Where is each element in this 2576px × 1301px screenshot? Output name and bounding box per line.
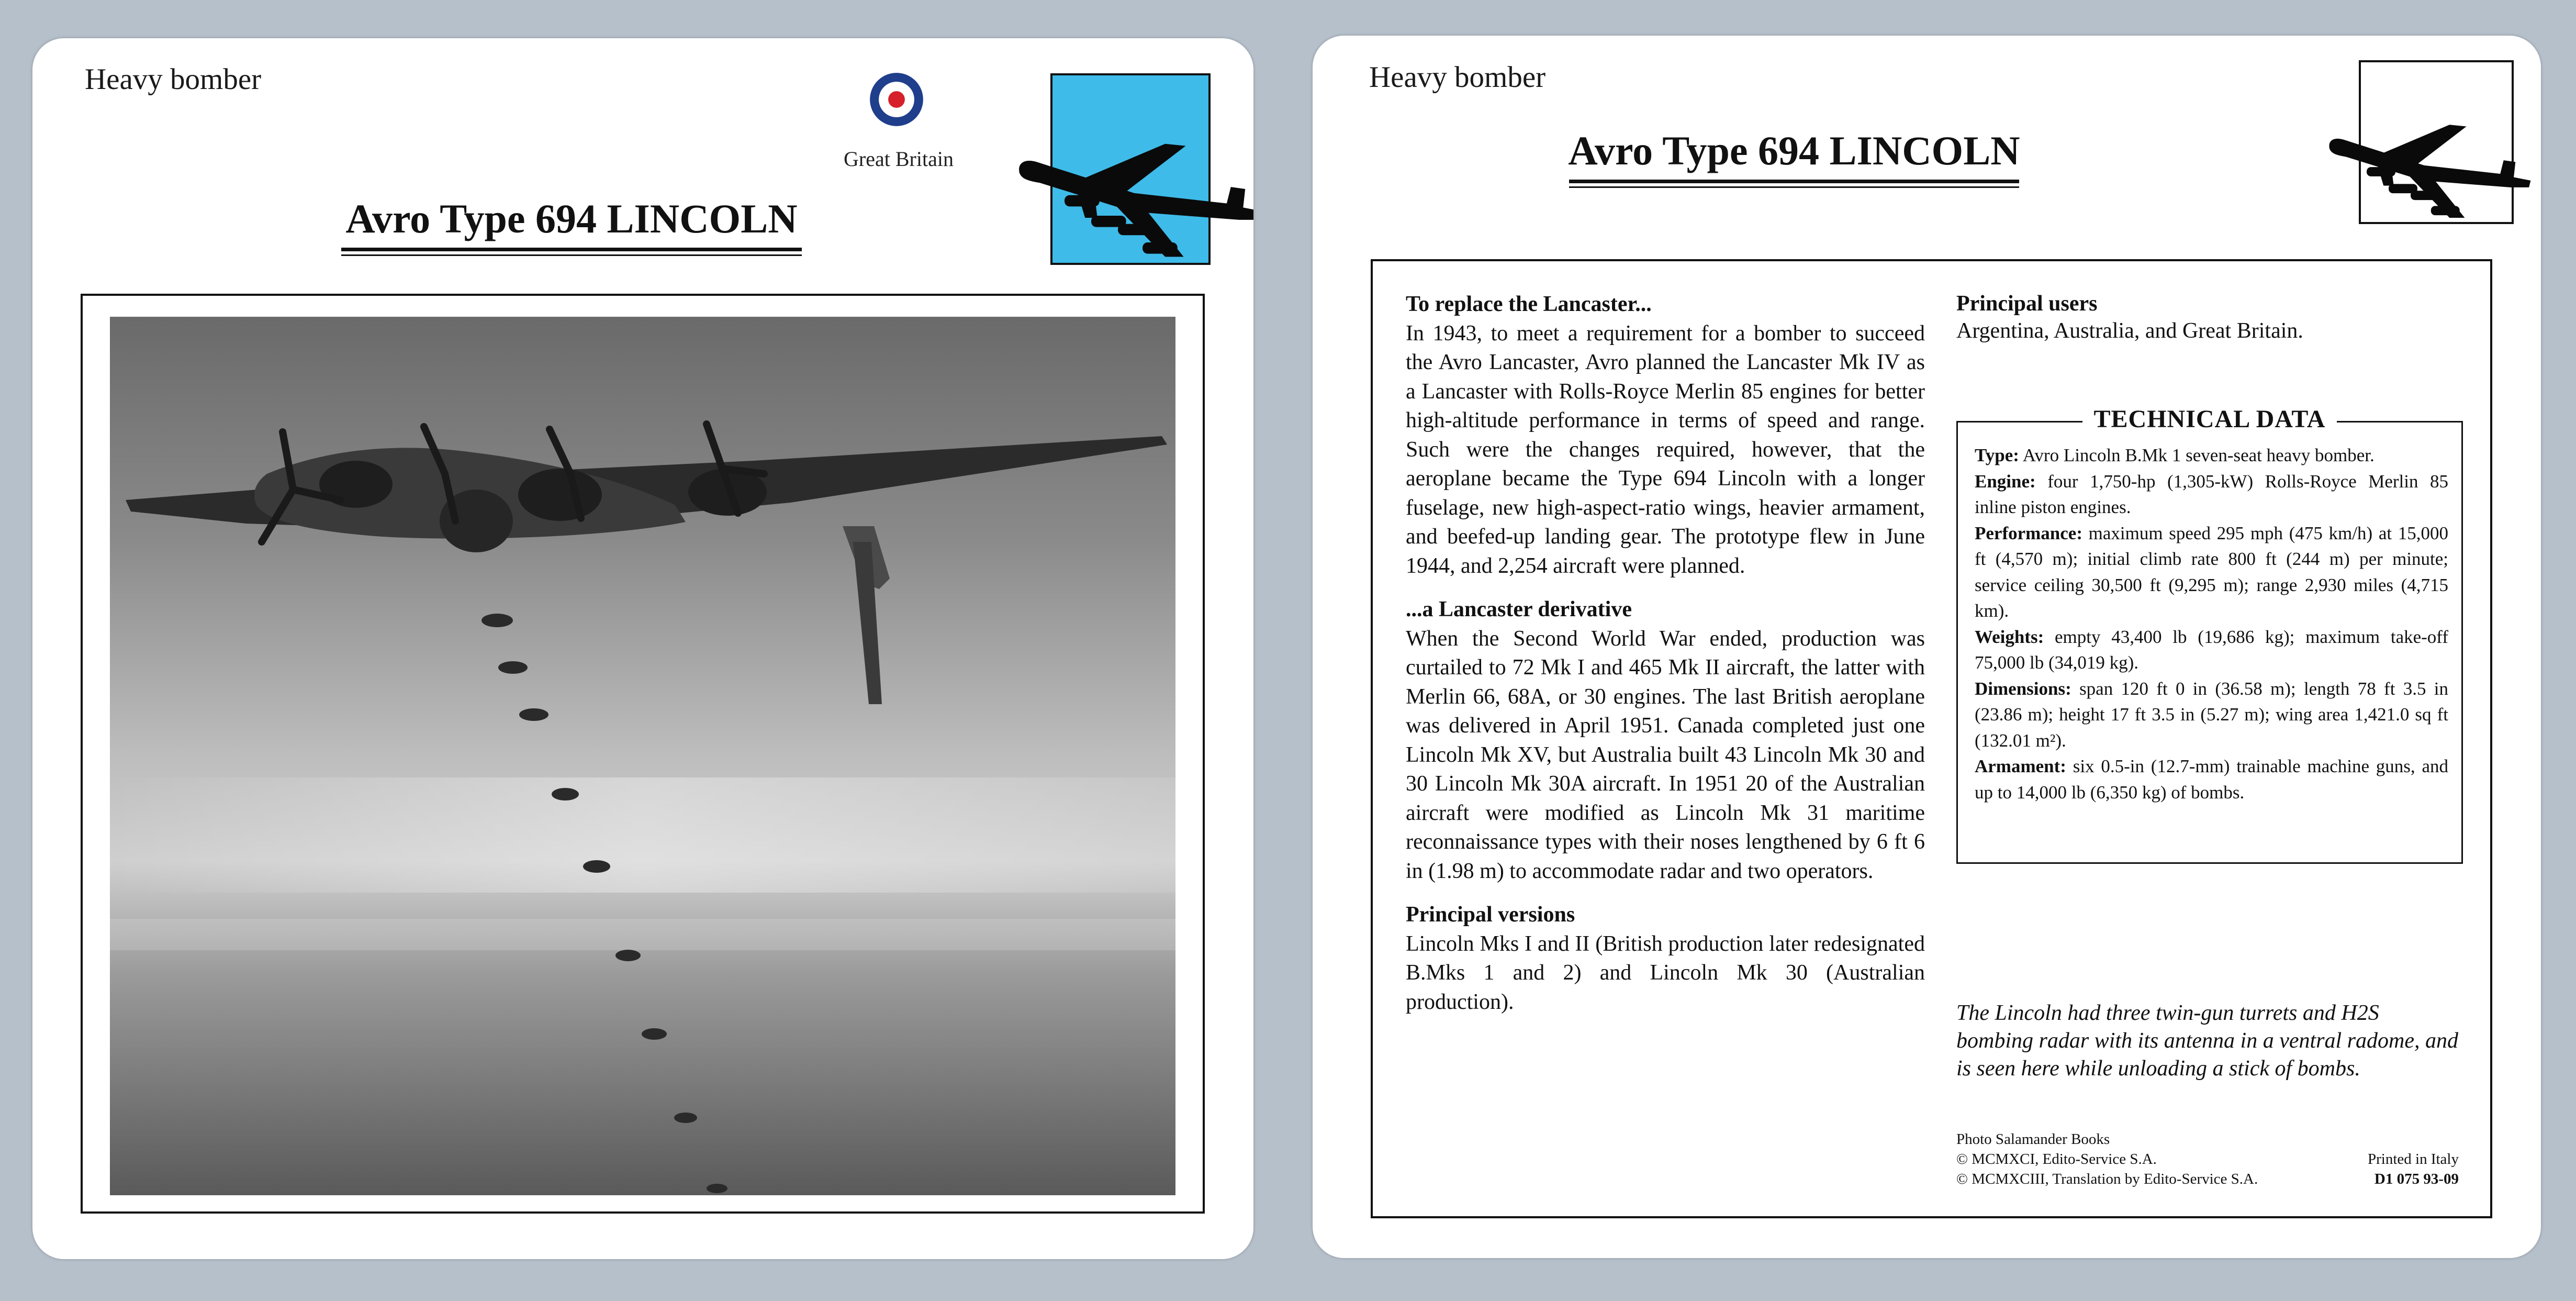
section-text: When the Second World War ended, production was curtailed to 72 Mk I and 465 Mk II aircraft, the latter with Merlin 66, 68A, or 30 engines. The last British aeroplane was delivered in April 1951. Canada completed just one Lincoln Mk XV, but Australia built 43 Lincoln Mk 30 and 30 Lincoln Mk 30A aircraft. In 1951 20 of the Australian aircraft were modified as Lincoln Mk 31 maritime reconnaissance types with their noses lengthened by 6 ft 6 in (1.98 m) to accommodate radar and two operators.	[1406, 626, 1925, 883]
tech-label: Engine:	[1975, 471, 2036, 492]
tech-value: maximum speed 295 mph (475 km/h) at 15,000 ft (4,570 m); initial climb rate 800 ft (244 m) per minute; service ceiling 30,500 ft (9,295 m); range 2,930 miles (4,715 km).	[1975, 522, 2449, 621]
printed-info	[2368, 1149, 2459, 1189]
back-title: Avro Type 694 LINCOLN	[1568, 128, 2020, 173]
credit-line: © MCMXCIII, Translation by Edito-Service S.A.	[1956, 1171, 2258, 1187]
bomber-silhouette-icon	[1011, 112, 1253, 269]
section-heading: To replace the Lancaster...	[1406, 292, 1652, 316]
tech-value: four 1,750-hp (1,305-kW) Rolls-Royce Merlin 85 inline piston engines.	[1975, 471, 2448, 517]
photo-caption: The Lincoln had three twin-gun turrets and H2S bombing radar with its antenna in a ventral radome, and is seen here while unloading a stick of bombs.	[1956, 1001, 2458, 1081]
tech-label: Armament:	[1975, 756, 2066, 776]
users-text: Argentina, Australia, and Great Britain.	[1956, 319, 2303, 343]
section-versions	[1406, 900, 1925, 1017]
section-heading: ...a Lancaster derivative	[1406, 597, 1632, 621]
tech-label: Type:	[1975, 445, 2019, 465]
tech-label: Performance:	[1975, 522, 2082, 543]
section-text: In 1943, to meet a requirement for a bomber to succeed the Avro Lancaster, Avro planned the Lancaster Mk IV as a Lancaster with Rolls-Royce Merlin 85 engines for better high-altitude performance in terms of speed and range. Such were the changes required, however, that the aeroplane became the Type 694 Lincoln with a longer fuselage, new high-aspect-ratio wings, heavier armament, and beefed-up landing gear. The prototype flew in June 1944, and 2,254 aircraft were planned.	[1406, 321, 1925, 578]
credit-line: © MCMXCI, Edito-Service S.A.	[1956, 1151, 2157, 1167]
tech-value: Avro Lincoln B.Mk 1 seven-seat heavy bomber.	[2022, 445, 2375, 465]
tech-item	[1975, 442, 2448, 469]
section-text: Lincoln Mks I and II (British production later redesignated B.Mks 1 and 2) and Lincoln Mk 30 (Australian production).	[1406, 931, 1925, 1014]
printed-in: Printed in Italy	[2368, 1151, 2459, 1167]
tech-item	[1975, 520, 2448, 624]
photo-frame	[81, 294, 1205, 1214]
technical-data-box	[1956, 405, 2463, 864]
card-code: D1 075 93-09	[2374, 1171, 2459, 1187]
tech-item	[1975, 753, 2448, 805]
front-category: Heavy bomber	[85, 63, 262, 96]
card-front	[32, 38, 1253, 1259]
front-title: Avro Type 694 LINCOLN	[345, 196, 798, 241]
tech-item	[1975, 676, 2448, 754]
content-box	[1371, 259, 2492, 1218]
country-label: Great Britain	[844, 147, 954, 171]
title-rule-thin	[1569, 186, 2019, 188]
title-rule-thin	[341, 254, 802, 256]
section-replace	[1406, 290, 1925, 581]
users-block	[1956, 290, 2459, 344]
credit-line: Photo Salamander Books	[1956, 1131, 2110, 1148]
title-rule-thick	[1569, 180, 2019, 183]
credits	[1956, 1129, 2459, 1189]
card-back	[1313, 36, 2541, 1258]
users-heading: Principal users	[1956, 292, 2098, 316]
tech-value: empty 43,400 lb (19,686 kg); maximum take-off 75,000 lb (34,019 kg).	[1975, 626, 2448, 673]
back-category: Heavy bomber	[1369, 61, 1546, 94]
tech-label: Weights:	[1975, 626, 2044, 647]
tech-item	[1975, 469, 2448, 520]
section-heading: Principal versions	[1406, 903, 1575, 927]
lincoln-bomber-photo	[110, 317, 1175, 1195]
raf-roundel-icon	[869, 72, 924, 127]
technical-data-title: TECHNICAL DATA	[2082, 405, 2337, 433]
tech-item	[1975, 624, 2448, 676]
tech-label: Dimensions:	[1975, 678, 2071, 699]
bomber-silhouette-icon	[2323, 97, 2541, 228]
tech-value: six 0.5-in (12.7-mm) trainable machine guns, and up to 14,000 lb (6,350 kg) of bombs.	[1975, 756, 2449, 803]
section-derivative	[1406, 595, 1925, 886]
title-rule-thick	[341, 248, 802, 251]
tech-value: span 120 ft 0 in (36.58 m); length 78 ft 3.5 in (23.86 m); height 17 ft 3.5 in (5.27 m); wing area 1,421.0 sq ft (132.01 m²).	[1975, 678, 2449, 751]
back-title-block	[1559, 127, 2030, 188]
front-title-block	[326, 195, 817, 256]
technical-data-body	[1975, 442, 2448, 805]
history-column	[1406, 290, 1925, 1031]
